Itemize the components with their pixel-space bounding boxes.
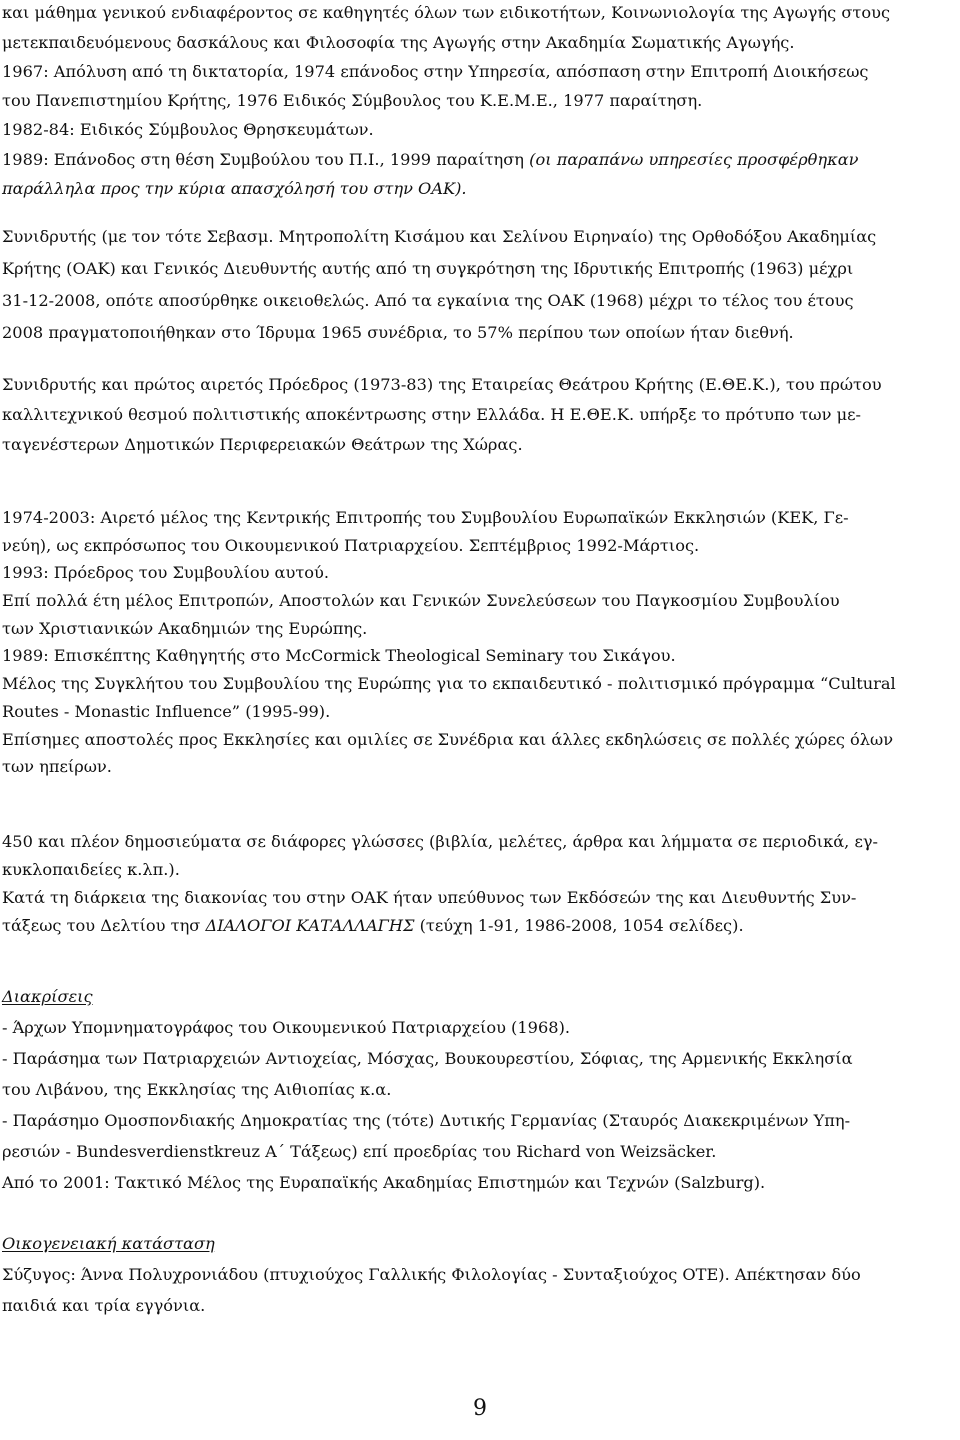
text-line: καλλιτεχνικού θεσμού πολιτιστικής αποκέντρωσης στην Ελλάδα. Η Ε.ΘΕ.Κ. υπήρξε το πρότυπο των με-: [2, 405, 861, 424]
text-line: 31-12-2008, οπότε αποσύρθηκε οικειοθελώς. Από τα εγκαίνια της ΟΑΚ (1968) μέχρι το τέλος του έτους: [2, 291, 854, 310]
section-heading-family-status: Οικογενειακή κατάσταση: [2, 1234, 215, 1253]
text-line: του Πανεπιστημίου Κρήτης, 1976 Ειδικός Σύμβουλος του Κ.Ε.Μ.Ε., 1977 παραίτηση.: [2, 91, 703, 110]
italic-text-run: (οι παραπάνω υπηρεσίες προσφέρθηκαν: [529, 150, 859, 169]
text-line: Από το 2001: Τακτικό Μέλος της Ευραπαϊκής Ακαδημίας Επιστημών και Τεχνών (Salzburg).: [2, 1173, 766, 1192]
text-line: 1974-2003: Αιρετό μέλος της Κεντρικής Επιτροπής του Συμβουλίου Ευρωπαϊκών Εκκλησιών (ΚΕΚ, Γε-: [2, 508, 849, 527]
text-line: Συνιδρυτής και πρώτος αιρετός Πρόεδρος (1973-83) της Εταιρείας Θεάτρου Κρήτης (Ε.ΘΕ.Κ.), του πρώτου: [2, 375, 882, 394]
text-line: μετεκπαιδευόμενους δασκάλους και Φιλοσοφία της Αγωγής στην Ακαδημία Σωματικής Αγωγής.: [2, 33, 795, 52]
text-line: παιδιά και τρία εγγόνια.: [2, 1296, 206, 1315]
text-line: 1967: Απόλυση από τη δικτατορία, 1974 επάνοδος στην Υπηρεσία, απόσπαση στην Επιτροπή Διοικήσεως: [2, 62, 869, 81]
text-line: των ηπείρων.: [2, 757, 112, 776]
text-line: [2, 913, 744, 939]
page-number: 9: [473, 1396, 487, 1421]
text-run: τάξεως του Δελτίου τησ: [2, 916, 206, 935]
text-line: 450 και πλέον δημοσιεύματα σε διάφορες γλώσσες (βιβλία, μελέτες, άρθρα και λήμματα σε περιοδικά, εγ-: [2, 832, 878, 851]
text-line: - Παράσημο Ομοσπονδιακής Δημοκρατίας της (τότε) Δυτικής Γερμανίας (Σταυρός Διακεκριμένων Υπη-: [2, 1111, 851, 1130]
text-run: 1989: Επάνοδος στη θέση Συμβούλου του Π.Ι., 1999 παραίτηση: [2, 150, 524, 169]
text-line: Σύζυγος: Άννα Πολυχρονιάδου (πτυχιούχος Γαλλικής Φιλολογίας - Συνταξιούχος ΟΤΕ). Απέκτησαν δύο: [2, 1265, 861, 1284]
text-line: - Άρχων Υπομνηματογράφος του Οικουμενικού Πατριαρχείου (1968).: [2, 1018, 571, 1037]
text-line: Επίσημες αποστολές προς Εκκλησίες και ομιλίες σε Συνέδρια και άλλες εκδηλώσεις σε πολλές χώρες όλων: [2, 730, 894, 749]
text-line: νεύη), ως εκπρόσωπος του Οικουμενικού Πατριαρχείου. Σεπτέμβριος 1992-Μάρτιος.: [2, 536, 700, 555]
text-line: 2008 πραγματοποιήθηκαν στο Ίδρυμα 1965 συνέδρια, το 57% περίπου των οποίων ήταν διεθνή.: [2, 323, 794, 342]
text-line: 1982-84: Ειδικός Σύμβουλος Θρησκευμάτων.: [2, 120, 374, 139]
text-line: Επί πολλά έτη μέλος Επιτροπών, Αποστολών και Γενικών Συνελεύσεων του Παγκοσμίου Συμβουλίου: [2, 591, 840, 610]
text-line: ρεσιών - Bundesverdienstkreuz Α΄ Τάξεως) επί προεδρίας του Richard von Weizsäcker.: [2, 1142, 717, 1161]
text-line: του Λιβάνου, της Εκκλησίας της Αιθιοπίας κ.α.: [2, 1080, 392, 1099]
text-line: 1993: Πρόεδρος του Συμβουλίου αυτού.: [2, 563, 330, 582]
text-line: Routes - Monastic Influence” (1995-99).: [2, 702, 331, 721]
text-line: [2, 147, 858, 173]
text-line: Συνιδρυτής (με τον τότε Σεβασμ. Μητροπολίτη Κισάμου και Σελίνου Ειρηναίο) της Ορθοδόξου Ακαδημίας: [2, 227, 877, 246]
text-line: Κατά τη διάρκεια της διακονίας του στην ΟΑΚ ήταν υπεύθυνος των Εκδόσεών της και Διευθυντής Συν-: [2, 888, 857, 907]
text-line: - Παράσημα των Πατριαρχειών Αντιοχείας, Μόσχας, Βουκουρεστίου, Σόφιας, της Αρμενικής Εκκλησία: [2, 1049, 853, 1068]
text-line: 1989: Επισκέπτης Καθηγητής στο McCormick Theological Seminary του Σικάγου.: [2, 646, 676, 665]
text-run: (τεύχη 1-91, 1986-2008, 1054 σελίδες).: [414, 916, 744, 935]
text-line: Μέλος της Συγκλήτου του Συμβουλίου της Ευρώπης για το εκπαιδευτικό - πολιτισμικό πρόγραμμα “Cultural: [2, 674, 896, 693]
text-line: κυκλοπαιδείες κ.λπ.).: [2, 860, 180, 879]
text-line: των Χριστιανικών Ακαδημιών της Ευρώπης.: [2, 619, 368, 638]
publication-title: ΔΙΑΛΟΓΟΙ ΚΑΤΑΛΛΑΓΗΣ: [205, 916, 415, 935]
text-line: ταγενέστερων Δημοτικών Περιφερειακών Θεάτρων της Χώρας.: [2, 435, 523, 454]
text-line: και μάθημα γενικού ενδιαφέροντος σε καθηγητές όλων των ειδικοτήτων, Κοινωνιολογία της Αγωγής στους: [2, 3, 891, 22]
text-line: παράλληλα προς την κύρια απασχόλησή του στην ΟΑΚ).: [2, 179, 467, 198]
section-heading-distinctions: Διακρίσεις: [2, 987, 93, 1006]
text-line: Κρήτης (ΟΑΚ) και Γενικός Διευθυντής αυτής από τη συγκρότηση της Ιδρυτικής Επιτροπής (1963) μέχρι: [2, 259, 854, 278]
